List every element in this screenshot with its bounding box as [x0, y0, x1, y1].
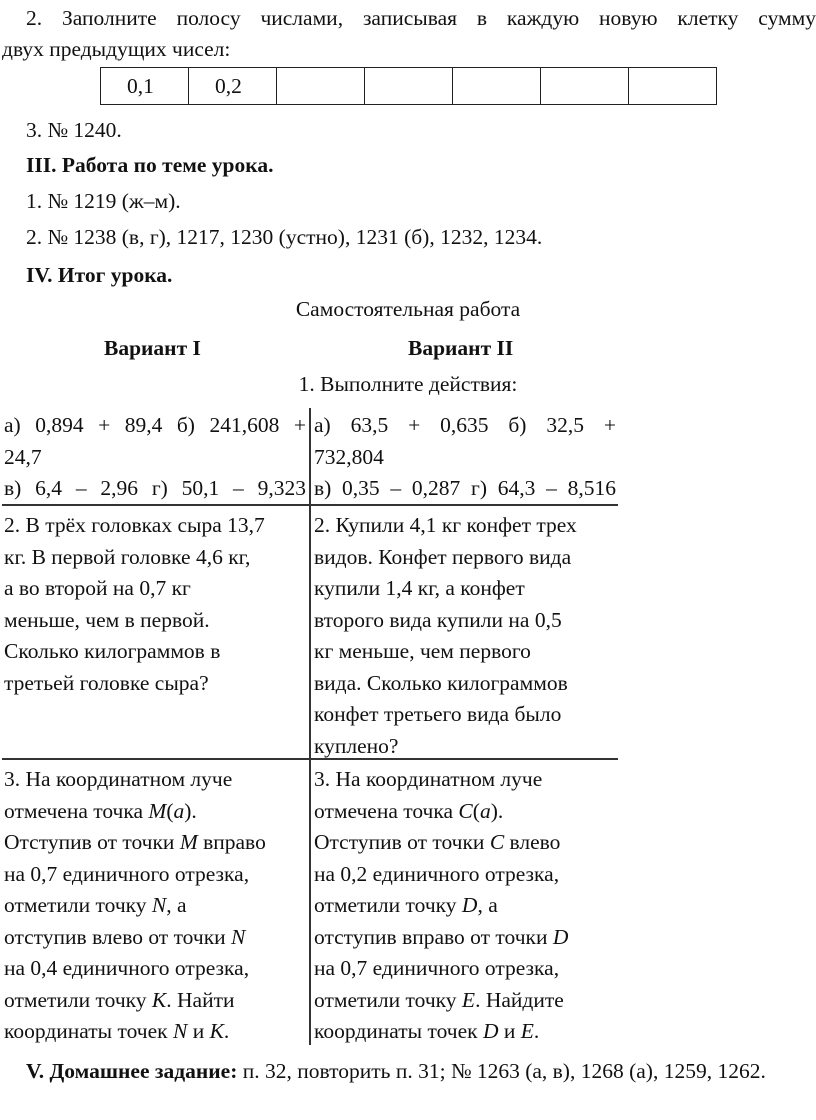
exercise-v2-cell [314, 410, 616, 505]
problem3-v2-cell [314, 764, 618, 1048]
task2-text-line1: 2. Заполните полосу числами, записывая в каждую новую клетку сумму [26, 6, 816, 30]
problem2-v1-line: кг. В первой головке 4,6 кг, [4, 544, 251, 569]
strip-cell-7 [629, 68, 717, 105]
problem2-v2-line: видов. Конфет первого вида [314, 544, 572, 569]
problem2-v1-line: а во второй на 0,7 кг [4, 576, 191, 600]
strip-cell-6 [541, 68, 629, 105]
exercise-v2-line2: 732,804 [314, 444, 384, 469]
task3-text: 3. № 1240. [26, 118, 122, 142]
homework-paragraph [2, 1056, 814, 1087]
problem2-v1-line: Сколько килограммов в [4, 639, 221, 663]
problem2-v2-line: вида. Сколько килограммов [314, 670, 568, 695]
problem3-v2-line5: отметили точку D, а [314, 893, 498, 917]
problem3-v1-line7: на 0,4 единичного отрезка, [4, 956, 250, 980]
exercise-v2-line1: а) 63,5 + 0,635 б) 32,5 + [314, 413, 616, 437]
problem2-v2-line: 2. Купили 4,1 кг конфет трех [314, 513, 577, 537]
problem2-v1-line: 2. В трёх головках сыра 13,7 [4, 513, 265, 537]
homework-heading: V. Домашнее задание: [26, 1059, 238, 1083]
exercise-v2-line3: в) 0,35 – 0,287 г) 64,3 – 8,516 [314, 476, 616, 500]
problem3-v1-line2: отмечена точка M(a). [4, 798, 197, 823]
problem3-v1-line6: отступив влево от точки N [4, 924, 246, 949]
section3-item1: 1. № 1219 (ж–м). [26, 189, 181, 213]
strip-cell-2: 0,2 [189, 68, 277, 105]
problem3-v2-line1: 3. На координатном луче [314, 767, 543, 791]
problem2-v2-line: второго вида купили на 0,5 [314, 607, 562, 632]
strip-cell-3 [277, 68, 365, 105]
problem2-v2-cell [314, 510, 616, 762]
problem3-v1-line9: координаты точек N и K. [4, 1019, 230, 1043]
strip-cell-4 [365, 68, 453, 105]
problem3-v1-line3: Отступив от точки M вправо [4, 830, 266, 854]
problem3-v2-line2: отмечена точка C(a). [314, 798, 504, 823]
problem2-v1-line: третьей головке сыра? [4, 670, 209, 695]
problem2-v2-line: конфет третьего вида было [314, 702, 562, 726]
problem3-v1-line8: отметили точку K. Найти [4, 987, 235, 1012]
problem2-v2-line: куплено? [314, 733, 399, 758]
problem3-v1-line4: на 0,7 единичного отрезка, [4, 861, 250, 886]
problem3-v2-line8: отметили точку E. Найдите [314, 987, 564, 1012]
problem2-v1-cell [4, 510, 306, 699]
exercise-v1-line2: 24,7 [4, 444, 42, 469]
problem3-v1-cell [4, 764, 308, 1048]
homework-text: п. 32, повторить п. 31; № 1263 (а, в), 1268 (а), 1259, 1262. [237, 1059, 766, 1083]
section4-heading: IV. Итог урока. [26, 263, 173, 287]
problem3-v2-line9: координаты точек D и E. [314, 1019, 540, 1043]
exercise-v1-line1: а) 0,894 + 89,4 б) 241,608 + [4, 413, 306, 437]
problem2-v2-line: купили 1,4 кг, а конфет [314, 576, 525, 600]
task2-text-line2: двух предыдущих чисел: [2, 37, 231, 61]
section3-item2: 2. № 1238 (в, г), 1217, 1230 (устно), 1231 (б), 1232, 1234. [26, 225, 543, 249]
section3-heading: III. Работа по теме урока. [26, 153, 274, 177]
problem3-v1-line1: 3. На координатном луче [4, 767, 233, 791]
exercise-v1-line3: в) 6,4 – 2,96 г) 50,1 – 9,323 [4, 476, 306, 500]
problem3-v2-line3: Отступив от точки C влево [314, 830, 561, 854]
strip-cell-5 [453, 68, 541, 105]
problem3-v2-line4: на 0,2 единичного отрезка, [314, 861, 560, 886]
number-strip-table [100, 67, 717, 105]
variant1-label: Вариант I [104, 336, 201, 360]
strip-cell-1: 0,1 [101, 68, 189, 105]
instruction-text: 1. Выполните действия: [298, 372, 518, 396]
work-subtitle: Самостоятельная работа [295, 297, 521, 321]
problem2-v1-line: меньше, чем в первой. [4, 607, 210, 632]
exercise-v1-cell [4, 410, 306, 505]
problem3-v2-line6: отступив вправо от точки D [314, 924, 569, 949]
variant2-label: Вариант II [408, 336, 514, 360]
problem2-v2-line: кг меньше, чем первого [314, 639, 531, 663]
problem3-v2-line7: на 0,7 единичного отрезка, [314, 956, 560, 980]
problem3-v1-line5: отметили точку N, а [4, 893, 187, 917]
